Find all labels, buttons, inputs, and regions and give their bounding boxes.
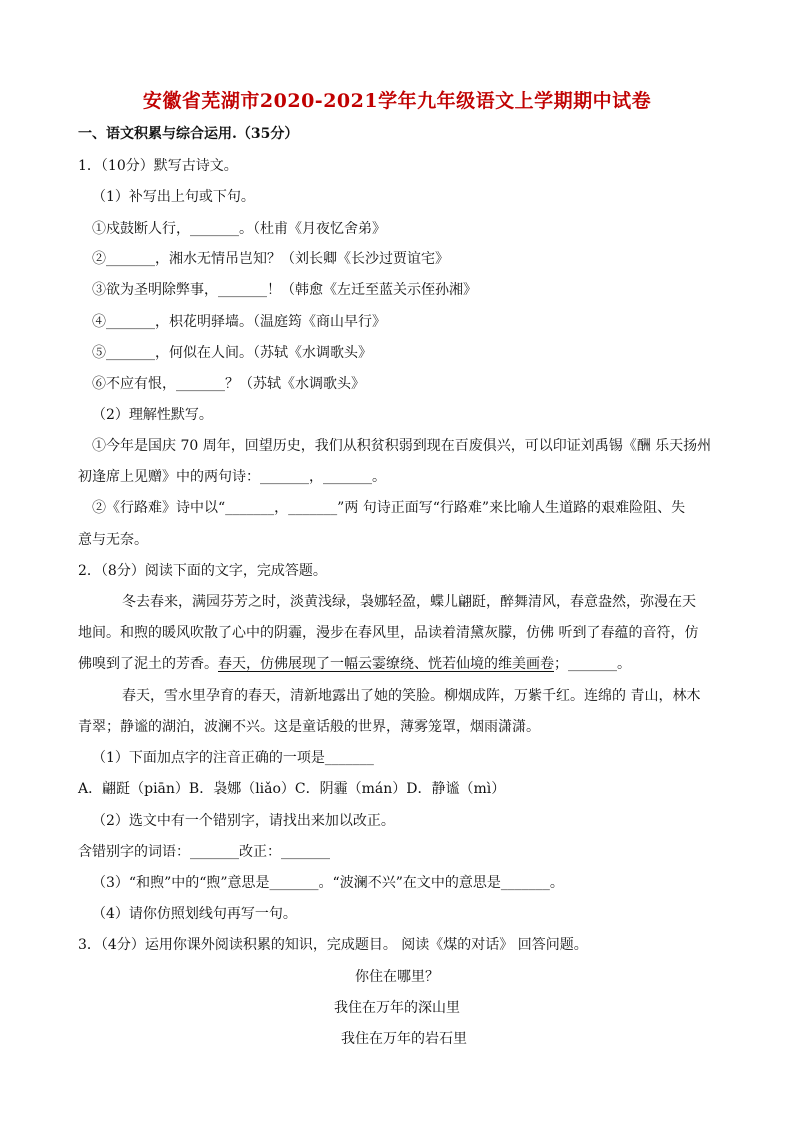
- passage-text: 佛嗅到了泥土的芳香。: [78, 656, 218, 672]
- q1-understand-2a: ②《行路难》诗中以“_______，_______”两 句诗正面写“行路难”来比喻人生道路的艰难险阻、失: [92, 500, 686, 516]
- q2-sub1-options: A．翩跹（piān）B．袅娜（liǎo）C．阴霾（mán）D．静谧（mì）: [78, 781, 506, 797]
- q1-sub2: （2）理解性默写。: [92, 407, 213, 423]
- q2-sub4: （4）请你仿照划线句再写一句。: [92, 906, 297, 922]
- q2-passage-line: 青翠；静谧的湖泊，波澜不兴。这是童话般的世界，薄雾笼罩，烟雨潇潇。: [78, 719, 540, 735]
- q2-passage-line: 春天，雪水里孕育的春天，清新地露出了她的笑脸。柳烟成阵，万紫千红。连绵的 青山，林木: [122, 688, 701, 704]
- q2-sub3: （3）“和煦”中的“煦”意思是_______。“波澜不兴”在文中的意思是_______。: [92, 875, 564, 891]
- exam-title: 安徽省芜湖市2020-2021学年九年级语文上学期期中试卷: [142, 90, 652, 112]
- poem-line: 我住在万年的深山里: [334, 1000, 460, 1016]
- q2-sub1: （1）下面加点字的注音正确的一项是_______: [92, 750, 374, 766]
- q1-item-4: ④_______，枳花明驿墙。（温庭筠《商山早行》: [92, 314, 386, 330]
- q2-passage-line: [78, 654, 631, 674]
- q1-understand-2b: 意与无奈。: [78, 532, 148, 548]
- q2-passage-line: 地间。和煦的暖风吹散了心中的阴霾，漫步在春风里，品读着清黛灰朦，仿佛 听到了春蕴的音符，仿: [78, 625, 699, 641]
- q1-item-1: ①戍鼓断人行，_______。（杜甫《月夜忆舍弟》: [92, 221, 386, 237]
- poem-line: 你住在哪里？: [355, 969, 439, 985]
- q1-sub1: （1）补写出上句或下句。: [92, 189, 255, 205]
- question-1-stem: 1．（10分）默写古诗文。: [78, 158, 238, 174]
- poem-line: 我住在万年的岩石里: [341, 1031, 467, 1047]
- q2-passage-line: 冬去春来，满园芬芳之时，淡黄浅绿，袅娜轻盈，蝶儿翩跹，醉舞清风，春意盎然，弥漫在天: [122, 594, 696, 610]
- q1-understand-1a: ①今年是国庆 70 周年，回望历史，我们从积贫积弱到现在百废俱兴，可以印证刘禹锡《酬 乐天扬州: [92, 438, 712, 454]
- question-3-stem: 3．（4分）运用你课外阅读积累的知识，完成题目。 阅读《煤的对话》 回答问题。: [78, 937, 588, 953]
- q1-item-2: ②_______，湘水无情吊岂知？（刘长卿《长沙过贾谊宅》: [92, 251, 449, 267]
- question-2-stem: 2．（8分）阅读下面的文字，完成答题。: [78, 563, 327, 579]
- q2-sub2: （2）选文中有一个错别字，请找出来加以改正。: [92, 813, 395, 829]
- q1-item-6: ⑥不应有恨，_______？（苏轼《水调歌头》: [92, 376, 365, 392]
- underlined-sentence: 春天，仿佛展现了一幅云霎缭绕、恍若仙境的维美画卷: [218, 656, 554, 672]
- passage-text: ；_______。: [554, 656, 631, 672]
- q2-sub2-answer: 含错别字的词语：_______改正：_______: [78, 844, 330, 860]
- q1-understand-1b: 初逢席上见赠》中的两句诗：_______，_______。: [78, 469, 386, 485]
- q1-item-5: ⑤_______，何似在人间。（苏轼《水调歌头》: [92, 345, 372, 361]
- q1-item-3: ③欲为圣明除弊事，_______！（韩愈《左迁至蓝关示侄孙湘》: [92, 282, 477, 298]
- section-heading: 一、语文积累与综合运用.（35分）: [78, 126, 299, 142]
